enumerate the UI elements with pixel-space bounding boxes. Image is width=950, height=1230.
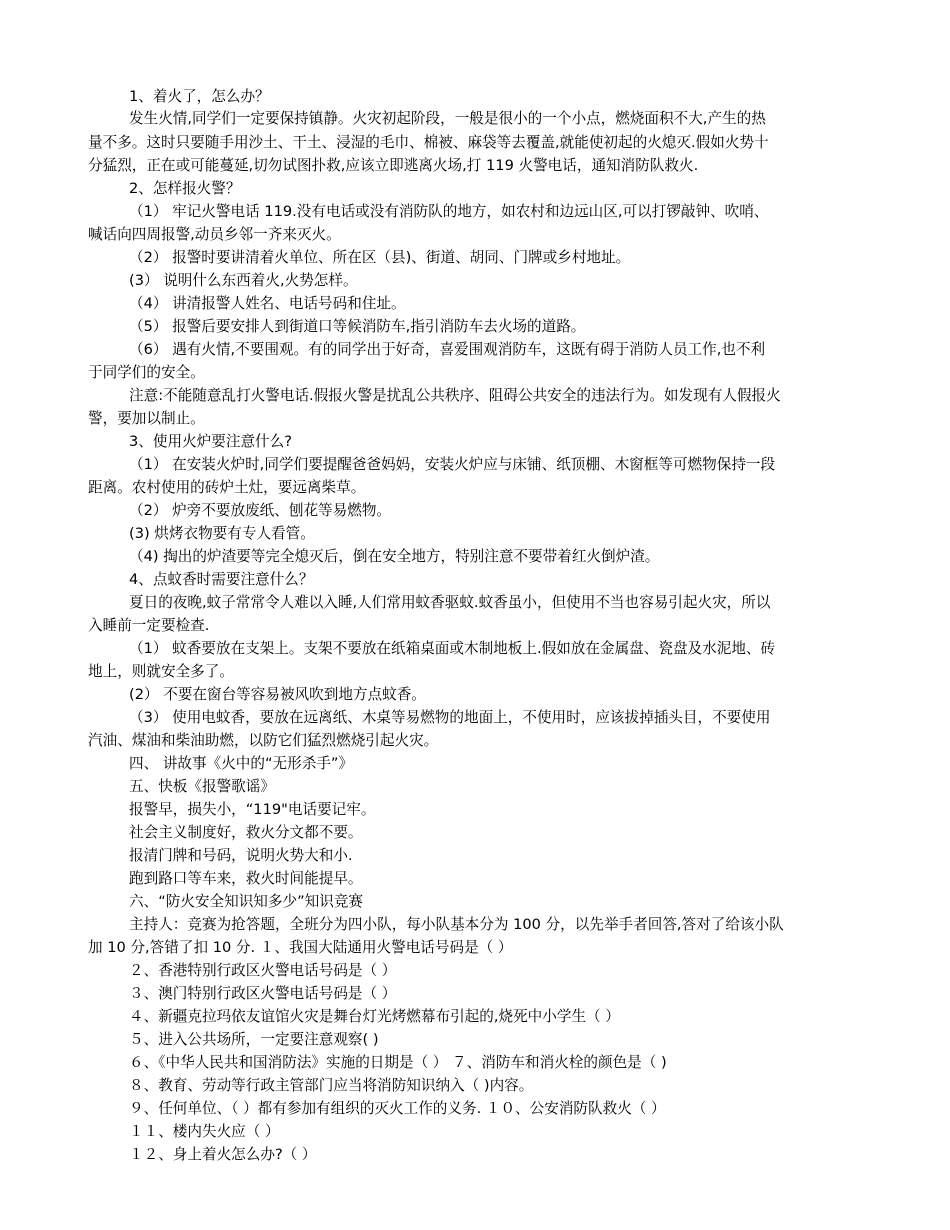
text-line: 跑到路口等车来，救火时间能提早。: [129, 870, 363, 887]
text-line: 于同学们的安全。: [88, 364, 205, 381]
text-line: 报清门牌和号码，说明火势大和小.: [129, 847, 353, 864]
text-line: 距离。农村使用的砖炉土灶，要远离柴草。: [88, 479, 366, 496]
text-line: 加 10 分,答错了扣 10 分. １、我国大陆通用火警电话号码是（ ）: [88, 939, 513, 956]
quiz-item: ５、进入公共场所，一定要注意观察( ): [129, 1031, 379, 1048]
text-line: 社会主义制度好，救火分文都不要。: [129, 824, 363, 841]
quiz-item: １２、身上着火怎么办?（ ）: [129, 1146, 317, 1163]
text-line: （5） 报警后要安排人到街道口等候消防车,指引消防车去火场的道路。: [129, 318, 586, 335]
section-5-heading: 五、快板《报警歌谣》: [129, 778, 275, 795]
quiz-item: ４、新疆克拉玛依友谊馆火灾是舞台灯光烤燃幕布引起的,烧死中小学生（ ）: [129, 1008, 620, 1025]
text-line: （4） 讲清报警人姓名、电话号码和住址。: [129, 295, 406, 312]
section-6-heading: 六、“防火安全知识知多少”知识竞赛: [129, 893, 364, 910]
quiz-item: ３、澳门特别行政区火警电话号码是（ ）: [129, 985, 397, 1002]
quiz-item: ２、香港特别行政区火警电话号码是（ ）: [129, 962, 397, 979]
quiz-item: ８、教育、劳动等行政主管部门应当将消防知识纳入（ )内容。: [129, 1077, 534, 1094]
text-line: 分猛烈，正在或可能蔓延,切勿试图扑救,应该立即逃离火场,打 119 火警电话，通知消防队救火.: [88, 157, 699, 174]
heading-2: 2、怎样报火警？: [129, 180, 241, 197]
text-line: 主持人：竞赛为抢答题，全班分为四小队，每小队基本分为 100 分，以先举手者回答,答对了给该小队: [129, 916, 784, 933]
text-line: （2） 炉旁不要放废纸、刨花等易燃物。: [129, 502, 392, 519]
heading-1: 1、着火了，怎么办？: [129, 88, 270, 105]
quiz-item: ６、《中华人民共和国消防法》实施的日期是（ ） ７、消防车和消火栓的颜色是（ ): [129, 1054, 667, 1071]
quiz-item: ９、任何单位、（ ）都有参加有组织的灭火工作的义务. １０、公安消防队救火（ ）: [129, 1100, 666, 1117]
text-line: （1） 蚊香要放在支架上。支架不要放在纸箱桌面或木制地板上.假如放在金属盘、瓷盘及水泥地、砖: [129, 640, 776, 657]
text-line: （1） 牢记火警电话 119.没有电话或没有消防队的地方，如农村和边远山区,可以打锣敲钟、吹哨、: [129, 203, 769, 220]
text-line: （3） 使用电蚊香，要放在远离纸、木桌等易燃物的地面上，不使用时，应该拔掉插头目，不要使用: [129, 709, 771, 726]
text-line: 夏日的夜晚,蚊子常常令人难以入睡,人们常用蚊香驱蚊.蚊香虽小，但使用不当也容易引起火灾，所以: [129, 594, 771, 611]
text-line: （4) 掏出的炉渣要等完全熄灭后，倒在安全地方，特别注意不要带着红火倒炉渣。: [129, 548, 660, 565]
text-line: 注意:不能随意乱打火警电话.假报火警是扰乱公共秩序、阻碍公共安全的违法行为。如发现有人假报火: [129, 387, 781, 404]
text-line: （6） 遇有火情,不要围观。有的同学出于好奇，喜爱围观消防车，这既有碍于消防人员工作,也不利: [129, 341, 766, 358]
text-line: 喊话向四周报警,动员乡邻一齐来灭火。: [88, 226, 341, 243]
section-4-heading: 四、 讲故事《火中的“无形杀手”》: [129, 755, 354, 772]
text-line: （2） 报警时要讲清着火单位、所在区（县)、街道、胡同、门牌或乡村地址。: [129, 249, 631, 266]
text-line: 入睡前一定要检查.: [88, 617, 210, 634]
text-line: (3） 说明什么东西着火,火势怎样。: [129, 272, 358, 289]
quiz-item: １１、楼内失火应（ ）: [129, 1123, 280, 1140]
text-line: (3) 烘烤衣物要有专人看管。: [129, 525, 315, 542]
heading-4: 4、点蚊香时需要注意什么？: [129, 571, 314, 588]
heading-3: 3、使用火炉要注意什么?: [129, 433, 292, 450]
text-line: 报警早，损失小，“119"电话要记牢。: [129, 801, 376, 818]
text-line: 汽油、煤油和柴油助燃，以防它们猛烈燃烧引起火灾。: [88, 732, 439, 749]
text-line: 地上，则就安全多了。: [88, 663, 234, 680]
text-line: 发生火情,同学们一定要保持镇静。火灾初起阶段，一般是很小的一个小点，燃烧面积不大,产生的热: [129, 110, 766, 127]
text-line: 警，要加以制止。: [88, 410, 205, 427]
text-line: （1） 在安装火炉时,同学们要提醒爸爸妈妈，安装火炉应与床铺、纸顶棚、木窗框等可燃物保持一段: [129, 456, 776, 473]
text-line: 量不多。这时只要随手用沙土、干土、浸湿的毛巾、棉被、麻袋等去覆盖,就能使初起的火熄灭.假如火势十: [88, 134, 769, 151]
text-line: (2） 不要在窗台等容易被风吹到地方点蚊香。: [129, 686, 426, 703]
